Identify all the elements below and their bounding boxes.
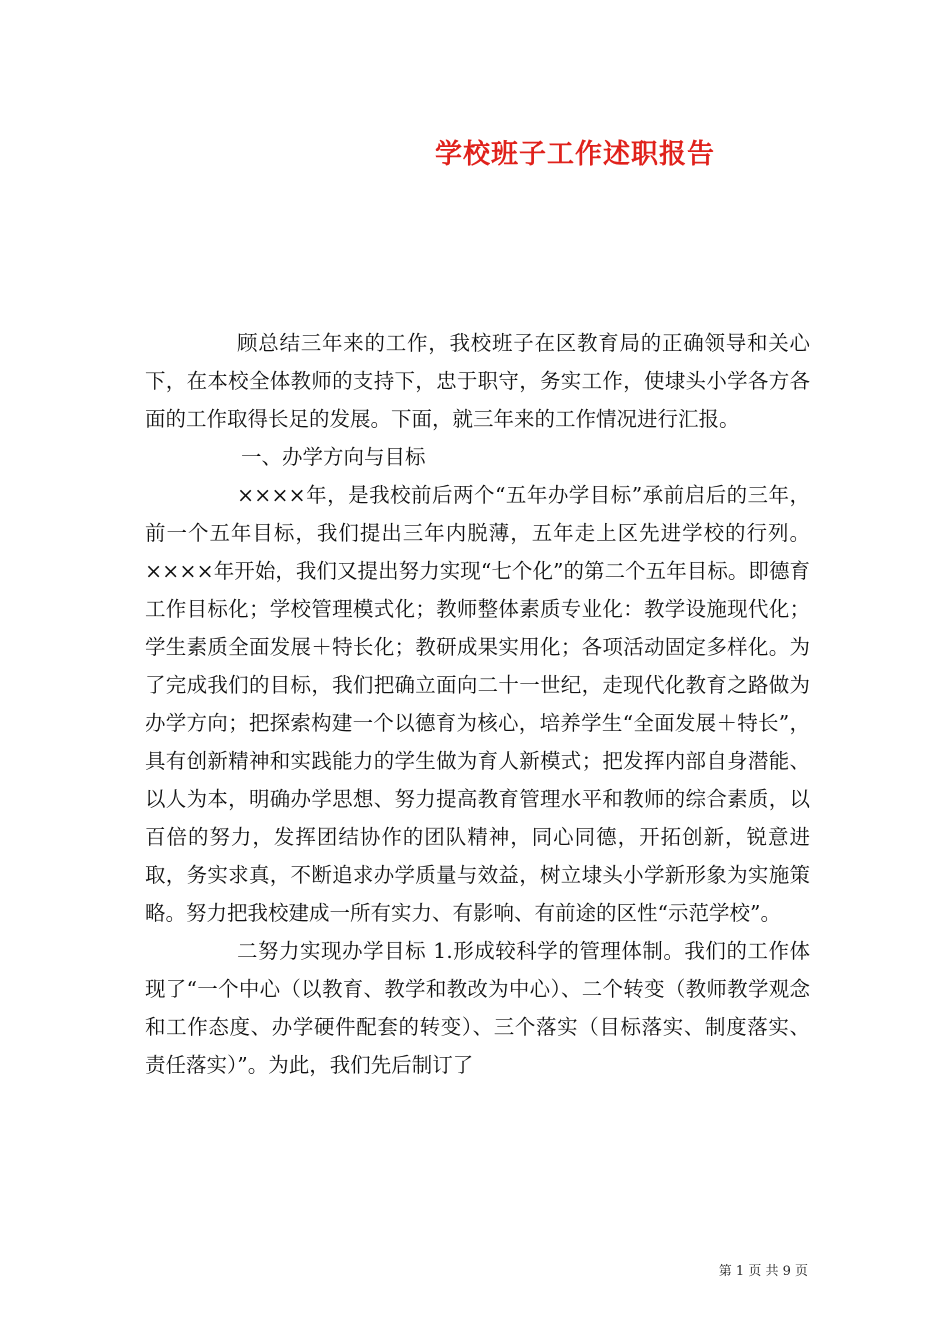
document-title: 学校班子工作述职报告 [435,139,715,170]
section-heading: 一、办学方向与目标 [241,445,426,469]
page-number-footer: 第 1 页 共 9 页 [718,1264,808,1279]
intro-paragraph: 顾总结三年来的工作，我校班子在区教育局的正确领导和关心下，在本校全体教师的支持下，忠于职守，务实工作，使埭头小学各方各面的工作取得长足的发展。下面，就三年来的工作情况进行汇报。 [145,331,810,431]
body-paragraph: 二努力实现办学目标 1.形成较科学的管理体制。我们的工作体现了“一个中心（以教育、教学和教改为中心）、二个转变（教师教学观念和工作态度、办学硬件配套的转变）、三个落实（目标落实、制度落实、责任落实）”。为此，我们先后制订了 [145,939,810,1077]
body-paragraph: ××××年，是我校前后两个“五年办学目标”承前启后的三年，前一个五年目标，我们提出三年内脱薄，五年走上区先进学校的行列。××××年开始，我们又提出努力实现“七个化”的第二个五年目标。即德育工作目标化；学校管理模式化；教师整体素质专业化：教学设施现代化；学生素质全面发展＋特长化；教研成果实用化；各项活动固定多样化。为了完成我们的目标，我们把确立面向二十一世纪，走现代化教育之路做为办学方向；把探索构建一个以德育为核心，培养学生“全面发展＋特长”，具有创新精神和实践能力的学生做为育人新模式；把发挥内部自身潜能、以人为本，明确办学思想、努力提高教育管理水平和教师的综合素质，以百倍的努力，发挥团结协作的团队精神，同心同德，开拓创新，锐意进取，务实求真，不断追求办学质量与效益，树立埭头小学新形象为实施策略。努力把我校建成一所有实力、有影响、有前途的区性“示范学校”。 [145,483,810,925]
document-body [145,324,810,1084]
